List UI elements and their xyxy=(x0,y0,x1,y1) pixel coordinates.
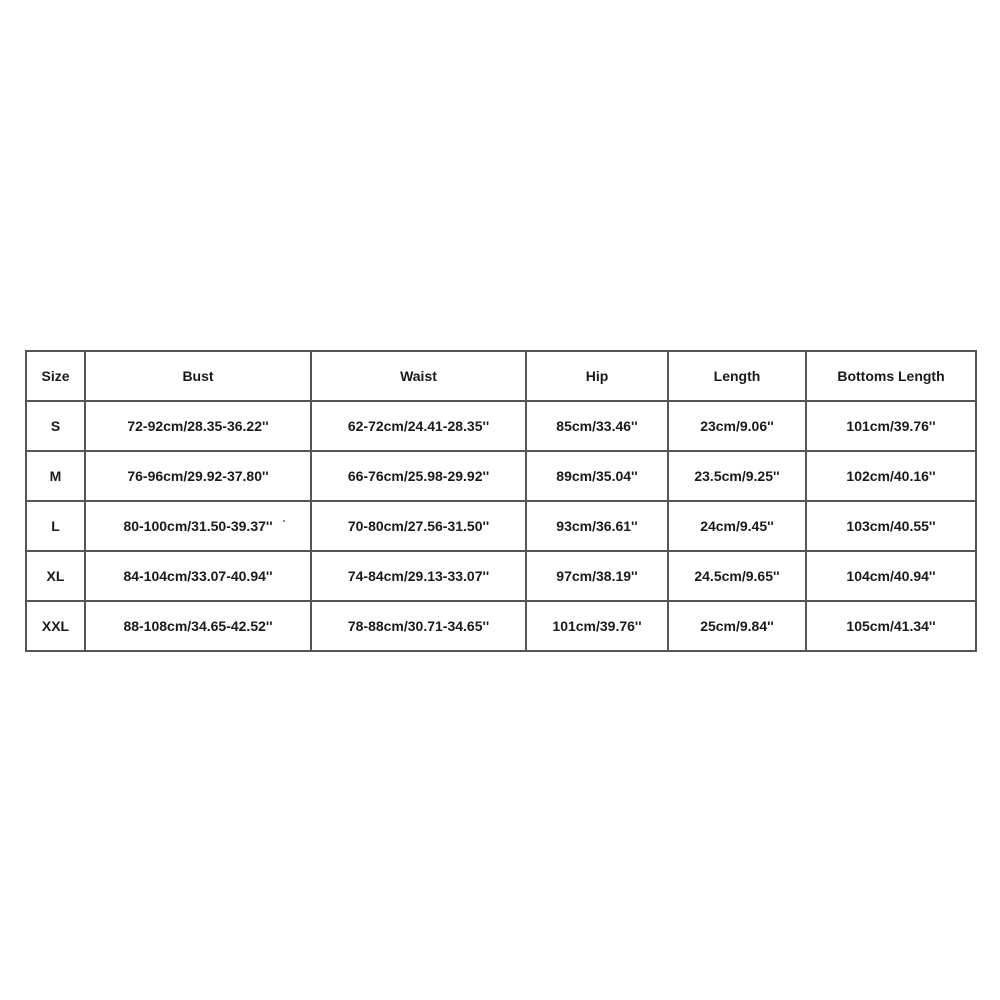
header-bust: Bust xyxy=(85,351,311,401)
table-row xyxy=(26,501,976,551)
header-hip: Hip xyxy=(526,351,668,401)
cell-size: L xyxy=(26,501,85,551)
size-chart-table xyxy=(25,350,977,652)
cell-hip: 97cm/38.19'' xyxy=(526,551,668,601)
header-length: Length xyxy=(668,351,806,401)
cell-size: XL xyxy=(26,551,85,601)
table-row xyxy=(26,601,976,651)
cell-bust: 72-92cm/28.35-36.22'' xyxy=(85,401,311,451)
cell-bottoms-length: 105cm/41.34'' xyxy=(806,601,976,651)
cell-length: 25cm/9.84'' xyxy=(668,601,806,651)
cell-bust: 88-108cm/34.65-42.52'' xyxy=(85,601,311,651)
table-row xyxy=(26,551,976,601)
stray-mark xyxy=(283,520,285,522)
cell-size: S xyxy=(26,401,85,451)
cell-waist: 78-88cm/30.71-34.65'' xyxy=(311,601,526,651)
cell-length: 24cm/9.45'' xyxy=(668,501,806,551)
header-size: Size xyxy=(26,351,85,401)
table-row xyxy=(26,401,976,451)
table-header-row xyxy=(26,351,976,401)
cell-size: XXL xyxy=(26,601,85,651)
cell-hip: 89cm/35.04'' xyxy=(526,451,668,501)
cell-waist: 74-84cm/29.13-33.07'' xyxy=(311,551,526,601)
cell-hip: 85cm/33.46'' xyxy=(526,401,668,451)
cell-bottoms-length: 104cm/40.94'' xyxy=(806,551,976,601)
cell-size: M xyxy=(26,451,85,501)
cell-hip: 101cm/39.76'' xyxy=(526,601,668,651)
cell-bust: 76-96cm/29.92-37.80'' xyxy=(85,451,311,501)
header-waist: Waist xyxy=(311,351,526,401)
cell-length: 23cm/9.06'' xyxy=(668,401,806,451)
cell-length: 24.5cm/9.65'' xyxy=(668,551,806,601)
cell-waist: 70-80cm/27.56-31.50'' xyxy=(311,501,526,551)
cell-bust: 80-100cm/31.50-39.37'' xyxy=(85,501,311,551)
cell-length: 23.5cm/9.25'' xyxy=(668,451,806,501)
cell-bust: 84-104cm/33.07-40.94'' xyxy=(85,551,311,601)
table-row xyxy=(26,451,976,501)
cell-waist: 66-76cm/25.98-29.92'' xyxy=(311,451,526,501)
cell-hip: 93cm/36.61'' xyxy=(526,501,668,551)
cell-bottoms-length: 101cm/39.76'' xyxy=(806,401,976,451)
cell-waist: 62-72cm/24.41-28.35'' xyxy=(311,401,526,451)
cell-bottoms-length: 102cm/40.16'' xyxy=(806,451,976,501)
header-bottoms-length: Bottoms Length xyxy=(806,351,976,401)
cell-bottoms-length: 103cm/40.55'' xyxy=(806,501,976,551)
